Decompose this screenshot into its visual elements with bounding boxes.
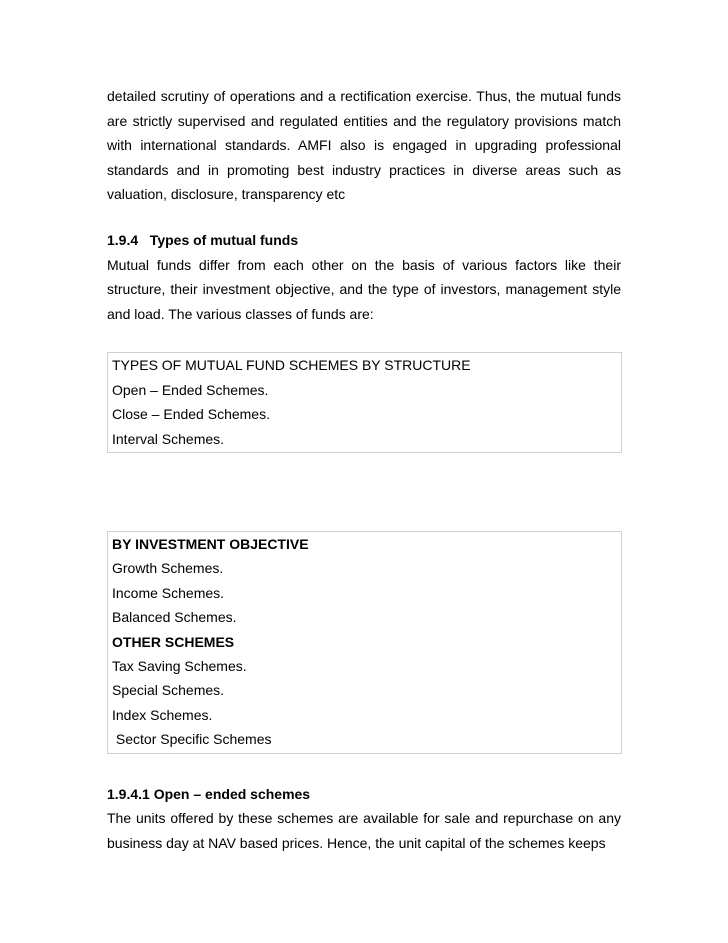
box-objective-item: Balanced Schemes.	[112, 609, 237, 626]
schemes-by-structure-box	[107, 352, 622, 453]
box-other-item: Sector Specific Schemes	[112, 731, 272, 748]
box-objective-item: Income Schemes.	[112, 584, 225, 601]
section-heading-1-9-4-1: 1.9.4.1 Open – ended schemes	[107, 785, 311, 802]
box-other-heading: OTHER SCHEMES	[112, 633, 235, 650]
section-1-9-4-paragraph: Mutual funds differ from each other on the basis of various factors like their structure, their investment objective, and the type of investors, management style and load. The various classes of funds are:	[107, 256, 621, 322]
section-1-9-4-1-paragraph: The units offered by these schemes are available for sale and repurchase on any business day at NAV based prices. Hence, the unit capital of the schemes keeps	[107, 810, 621, 851]
box-objective-heading: BY INVESTMENT OBJECTIVE	[112, 535, 309, 552]
box-other-item: Index Schemes.	[112, 706, 213, 723]
box-structure-item: Interval Schemes.	[112, 430, 225, 447]
box-other-item: Tax Saving Schemes.	[112, 658, 247, 674]
document-page	[107, 84, 621, 855]
section-heading-1-9-4: 1.9.4 Types of mutual funds	[107, 231, 299, 248]
box-objective-item: Growth Schemes.	[112, 560, 224, 577]
box-structure-item: Close – Ended Schemes.	[112, 406, 270, 423]
schemes-by-objective-box	[107, 531, 622, 754]
box-structure-heading: TYPES OF MUTUAL FUND SCHEMES BY STRUCTURE	[112, 357, 471, 374]
intro-paragraph: detailed scrutiny of operations and a rectification exercise. Thus, the mutual funds are strictly supervised and regulated entities and the regulatory provisions match with international standards. AMFI also is engaged in upgrading professional standards and in promoting best industry practices in diverse areas such as valuation, disclosure, transparency etc	[107, 88, 621, 203]
box-other-item: Special Schemes.	[112, 682, 225, 699]
box-structure-item: Open – Ended Schemes.	[112, 381, 269, 398]
